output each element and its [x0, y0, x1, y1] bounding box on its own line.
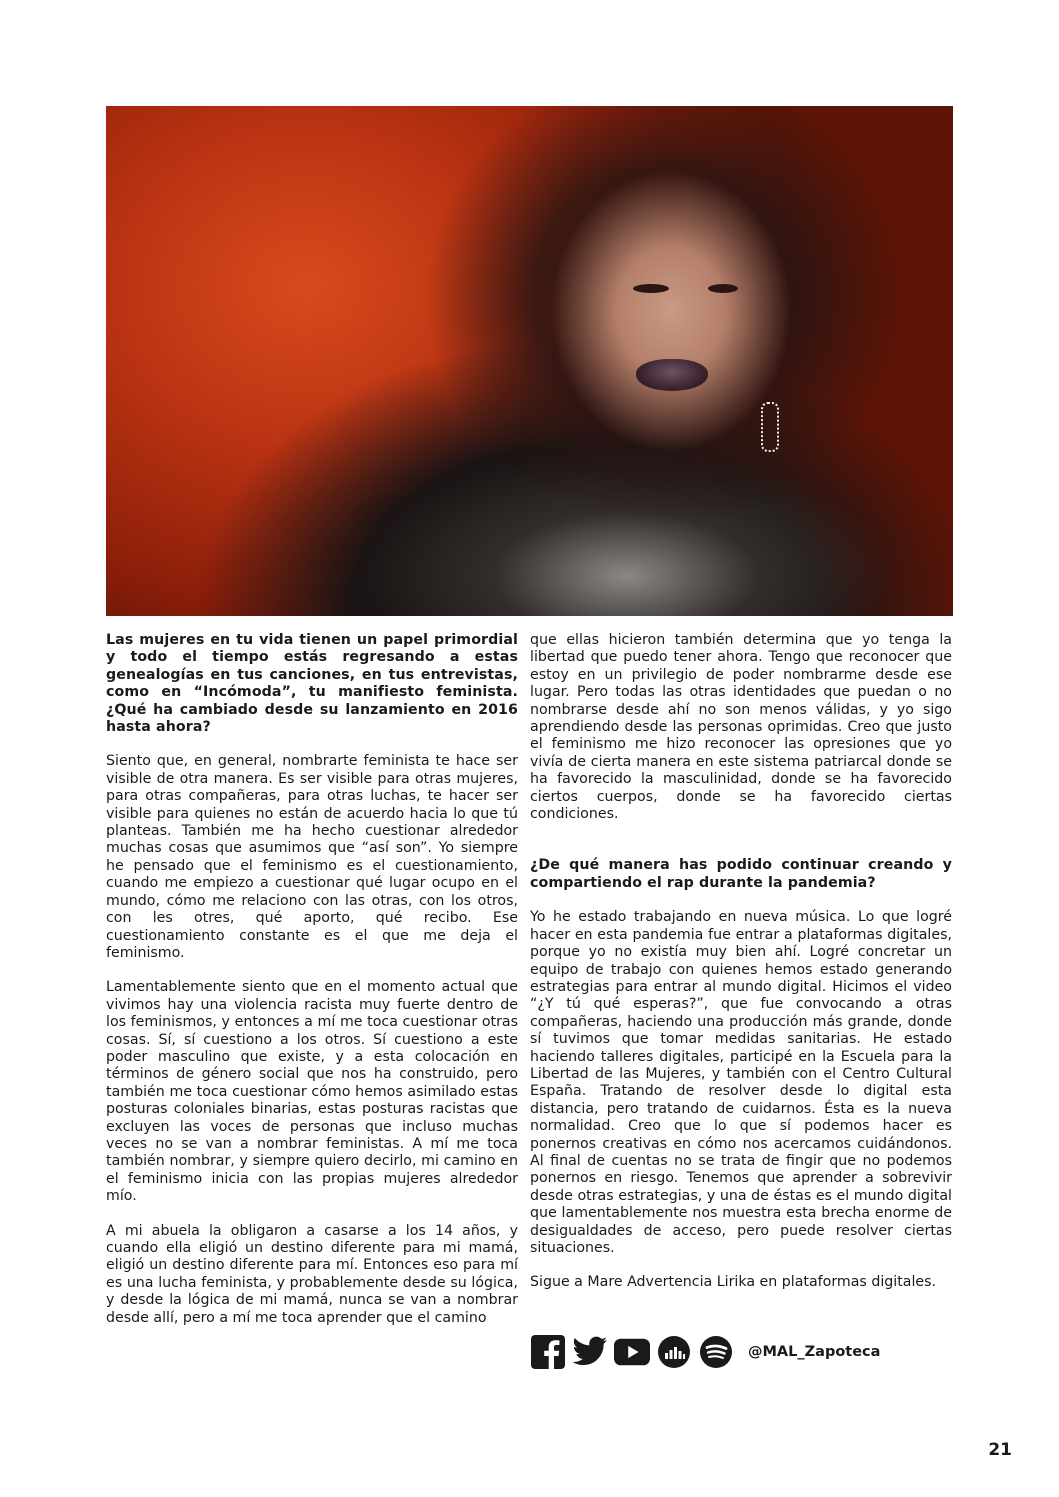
facebook-icon[interactable]	[530, 1334, 566, 1370]
page-number: 21	[988, 1440, 1012, 1460]
deezer-icon[interactable]	[656, 1334, 692, 1370]
spotify-icon[interactable]	[698, 1334, 734, 1370]
social-links	[530, 1332, 880, 1372]
lips	[636, 359, 708, 391]
portrait-photo	[106, 106, 953, 616]
right-eye	[708, 284, 738, 293]
answer-2: Yo he estado trabajando en nueva música. Lo que logré hacer en esta pandemia fue entrar a plataformas digitales, porque yo no existía muy bien ahí. Logré concretar un equipo de trabajo con quienes hemos estado generando estrategias para entrar al mundo digital. Hicimos el video “¿Y tú qué esperas?”, que fue convocando a otras compañeras, haciendo una producción más grande, donde sí tuvimos que tomar medidas sanitarias. He estado haciendo talleres digitales, participé en la Escuela para la Libertad de las Mujeres, y también con el Centro Cultural España. Tratando de resolver desde lo digital esta distancia, pero tratando de cuidarnos. Ésta es la nueva normalidad. Creo que lo que sí podemos hacer es ponernos creativas en cómo nos acercamos cuidándonos. Al final de cuentas no se trata de fingir que no podemos ponernos en riesgo. Tenemos que aprender a sobrevivir desde otras estrategias, y una de éstas es el mundo digital que lamentablemente nos muestra esta brecha enorme de desigualdades de acceso, pero puede resolver ciertas situaciones.	[530, 909, 952, 1256]
question-1: Las mujeres en tu vida tienen un papel primordial y todo el tiempo estás regresando a estas genealogías en tus canciones, en tus entrevistas, como en “Incómoda”, tu manifiesto feminista. ¿Qué ha cambiado desde su lanzamiento en 2016 hasta ahora?	[106, 632, 518, 736]
social-handle[interactable]: @MAL_Zapoteca	[748, 1344, 881, 1360]
question-2: ¿De qué manera has podido continuar creando y compartiendo el rap durante la pandemia?	[530, 857, 952, 891]
follow-text: Sigue a Mare Advertencia Lirika en plataformas digitales.	[530, 1274, 937, 1291]
answer-1-paragraph-3-continued: que ellas hicieron también determina que yo tenga la libertad que puedo tener ahora. Tengo que reconocer que estoy en un privilegio de poder nombrarme desde ese lugar. Pero todas las otras identidades que puedan o no nombrarse desde ahí no son menos válidas, y yo sigo aprendiendo desde las personas oprimidas. Creo que justo el feminismo me hizo reconocer las opresiones que yo vivía de cierta manera en este sistema patriarcal donde se ha favorecido la masculinidad, donde se ha favorecido ciertos cuerpos, donde se ha favorecido ciertas condiciones.	[530, 632, 952, 823]
answer-1-paragraph-2: Lamentablemente siento que en el momento actual que vivimos hay una violencia racista muy fuerte dentro de los feminismos, y entonces a mí me toca cuestionar otras cosas. Sí, sí cuestiono a los otros. Sí cuestiono a este poder masculino que existe, y a esta colocación en términos de género social que nos ha construido, pero también me toca cuestionar cómo hemos asimilado estas posturas coloniales binarias, estas posturas racistas que excluyen las voces de personas que incluso muchas veces no se van a nombrar feministas. A mí me toca también nombrar, y siempre quiero decirlo, mi camino en el feminismo inicia con las propias mujeres alrededor mío.	[106, 979, 518, 1205]
answer-1-paragraph-3: A mi abuela la obligaron a casarse a los 14 años, y cuando ella eligió un destino diferente para mi mamá, eligió un destino diferente para mí. Entonces eso para mí es una lucha feminista, y probablemente desde su lógica, y desde la lógica de mi mamá, nunca se van a nombrar desde allí, pero a mí me toca aprender que el camino	[106, 1222, 518, 1326]
answer-1-paragraph-1: Siento que, en general, nombrarte feminista te hace ser visible de otra manera. Es ser visible para otras mujeres, para otras compañeras, para otras luchas, te hacer ser visible para quienes no están de acuerdo hacia lo que tú planteas. También me ha hecho cuestionar alrededor muchas cosas que asumimos que “así son”. Yo siempre he pensado que el feminismo es el cuestionamiento, cuando me empiezo a cuestionar qué lugar ocupo en el mundo, cómo me relaciono con las otras, con los otros, con les otres, qué aporto, qué recibo. Ese cuestionamiento constante es el que me deja el feminismo.	[106, 753, 518, 961]
left-eye	[633, 284, 669, 293]
twitter-icon[interactable]	[572, 1334, 608, 1370]
left-column	[106, 632, 518, 1344]
right-column	[530, 632, 952, 1309]
earring	[761, 402, 779, 452]
youtube-icon[interactable]	[614, 1334, 650, 1370]
